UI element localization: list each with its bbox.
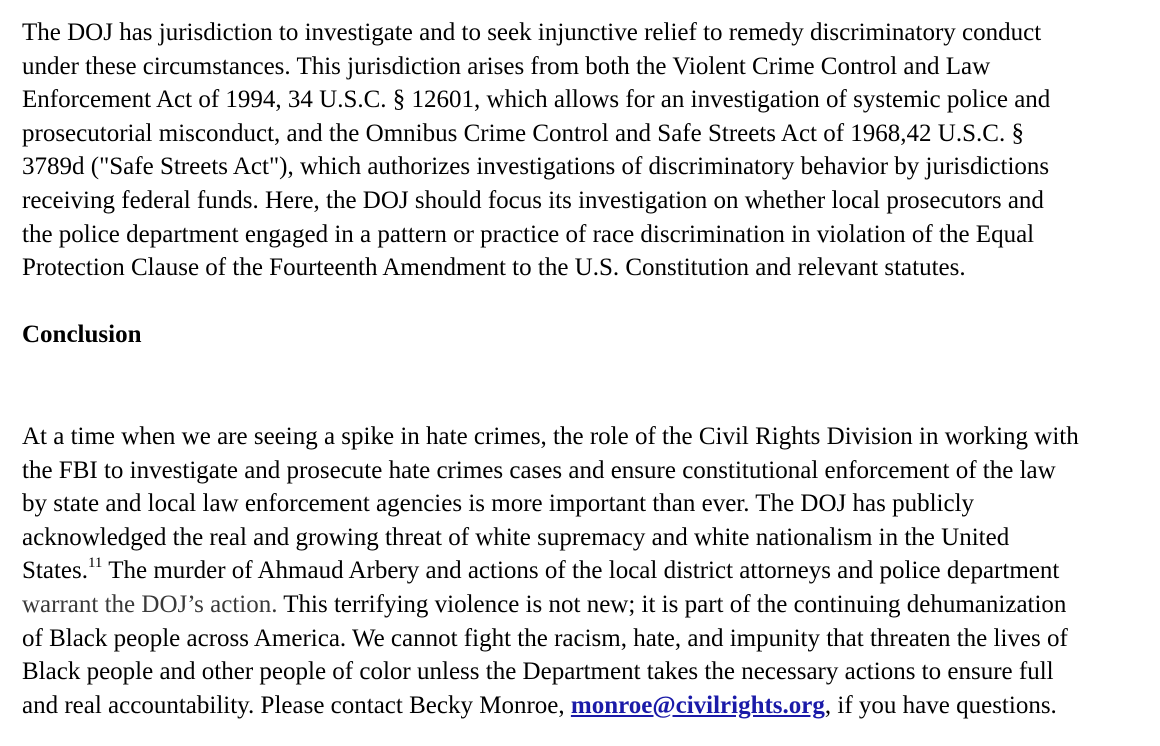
paragraph-line	[22, 588, 1079, 622]
paragraph-line: prosecutorial misconduct, and the Omnibus Crime Control and Safe Streets Act of 1968,42 U.S.C. §	[22, 119, 1024, 147]
line-text: This terrifying violence is not new; it is part of the continuing dehumanization	[277, 590, 1067, 618]
line-text-muted: warrant the DOJ’s action.	[22, 590, 278, 618]
paragraph-line: of Black people across America. We cannot fight the racism, hate, and impunity that threaten the lives of	[22, 624, 1068, 652]
paragraph-line: 3789d ("Safe Streets Act"), which authorizes investigations of discriminatory behavior by jurisdictions	[22, 153, 1050, 181]
paragraph-line: by state and local law enforcement agencies is more important than ever. The DOJ has publicly	[22, 490, 975, 518]
jurisdiction-paragraph	[22, 16, 1050, 285]
paragraph-line	[22, 554, 1079, 588]
line-text: , if you have questions.	[824, 691, 1057, 719]
paragraph-line: The DOJ has jurisdiction to investigate and to seek injunctive relief to remedy discriminatory conduct	[22, 19, 1042, 46]
footnote-reference[interactable]: 11	[87, 555, 103, 572]
paragraph-line: the FBI to investigate and prosecute hate crimes cases and ensure constitutional enforcement of the law	[22, 456, 1056, 484]
line-text: and real accountability. Please contact Becky Monroe,	[22, 691, 571, 719]
paragraph-line: At a time when we are seeing a spike in hate crimes, the role of the Civil Rights Division in working with	[22, 423, 1079, 450]
paragraph-line: acknowledged the real and growing threat of white supremacy and white nationalism in the United	[22, 523, 1010, 551]
line-text: States.	[22, 557, 88, 585]
paragraph-line: receiving federal funds. Here, the DOJ should focus its investigation on whether local prosecutors and	[22, 186, 1044, 214]
contact-email-link[interactable]: monroe@civilrights.org	[570, 691, 825, 719]
conclusion-paragraph	[22, 420, 1079, 722]
paragraph-line: the police department engaged in a pattern or practice of race discrimination in violation of the Equal	[22, 220, 1035, 248]
line-text: The murder of Ahmaud Arbery and actions of the local district attorneys and police department	[102, 557, 1060, 585]
paragraph-line: under these circumstances. This jurisdiction arises from both the Violent Crime Control and Law	[22, 52, 991, 80]
conclusion-heading: Conclusion	[22, 321, 142, 348]
paragraph-line: Black people and other people of color unless the Department takes the necessary actions to ensure full	[22, 658, 1054, 686]
paragraph-line: Protection Clause of the Fourteenth Amendment to the U.S. Constitution and relevant statutes.	[22, 254, 966, 282]
paragraph-line: Enforcement Act of 1994, 34 U.S.C. § 12601, which allows for an investigation of systemic police and	[22, 86, 1051, 114]
paragraph-line	[22, 689, 1079, 723]
